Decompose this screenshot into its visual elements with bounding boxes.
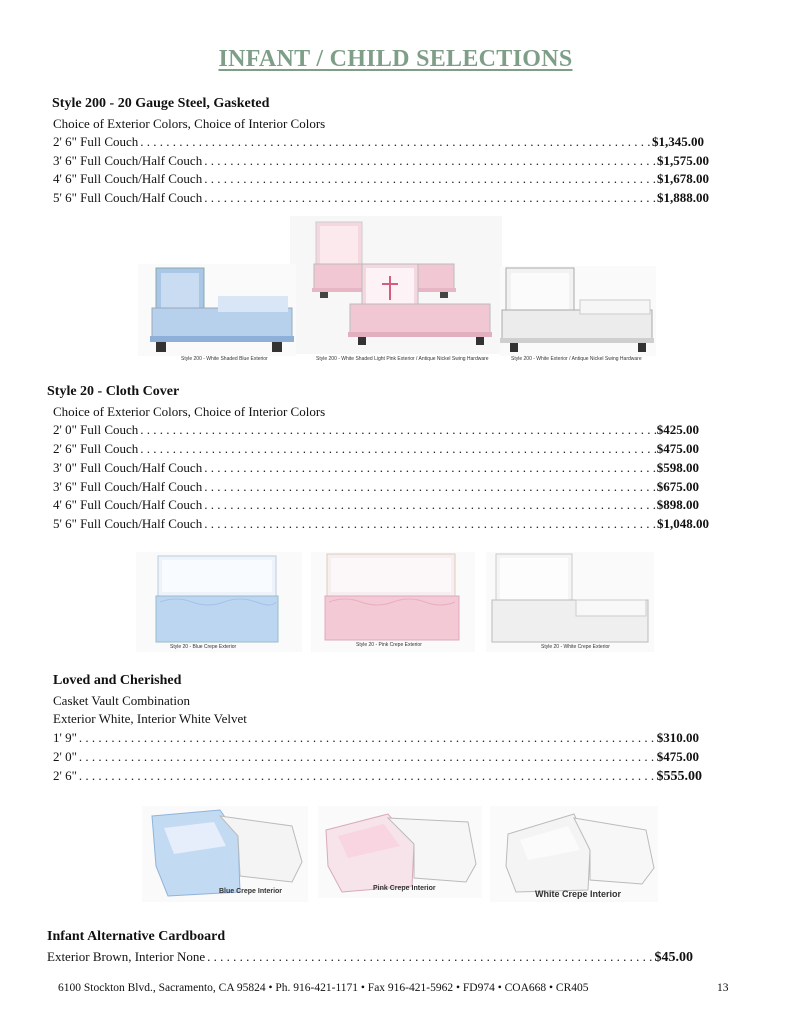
page-title: INFANT / CHILD SELECTIONS <box>218 46 573 72</box>
price: $555.00 <box>656 769 702 784</box>
leader-dots <box>202 460 657 476</box>
size-label: 1' 9" <box>53 730 77 745</box>
style200-heading: Style 200 - 20 Gauge Steel, Gasketed <box>52 96 270 111</box>
leader-dots <box>202 497 657 513</box>
price-row <box>53 153 709 170</box>
size-label: 3' 6" Full Couch/Half Couch <box>53 479 203 494</box>
price: $1,048.00 <box>657 516 709 531</box>
vault-photo-white <box>490 806 658 902</box>
casket-photo-white-crepe <box>486 552 654 652</box>
casket-photo-pink-crepe <box>311 552 475 652</box>
leader-dots <box>202 153 657 169</box>
price-row <box>53 460 699 477</box>
size-label: 5' 6" Full Couch/Half Couch <box>53 516 203 531</box>
style20-subtitle: Choice of Exterior Colors, Choice of Interior Colors <box>53 404 326 419</box>
price-row <box>53 422 699 439</box>
leader-dots <box>77 768 657 784</box>
size-label: 2' 6" Full Couch <box>53 134 139 149</box>
price: $1,678.00 <box>657 171 709 186</box>
style200-subtitle: Choice of Exterior Colors, Choice of Interior Colors <box>53 116 326 131</box>
price-row <box>53 768 702 785</box>
leader-dots <box>77 730 657 746</box>
price: $45.00 <box>654 950 693 965</box>
size-label: 5' 6" Full Couch/Half Couch <box>53 190 203 205</box>
footer-address: 6100 Stockton Blvd., Sacramento, CA 95824 • Ph. 916-421-1171 • Fax 916-421-5962 • FD974 • COA668 • CR405 <box>58 982 589 994</box>
photo-caption: Style 200 - White Shaded Blue Exterior <box>181 356 268 362</box>
photo-caption: White Crepe Interior <box>535 889 622 899</box>
leader-dots <box>138 134 652 150</box>
leader-dots <box>205 949 654 965</box>
casket-photo-pink-stacked <box>290 216 502 354</box>
loved-line-1: Casket Vault Combination <box>53 693 190 708</box>
leader-dots <box>77 749 657 765</box>
size-label: 2' 6" <box>53 768 77 783</box>
price: $898.00 <box>656 497 699 512</box>
price-row <box>53 479 699 496</box>
leader-dots <box>202 190 657 206</box>
price-row <box>53 171 709 188</box>
price: $1,345.00 <box>652 134 704 149</box>
size-label: 3' 0" Full Couch/Half Couch <box>53 460 203 475</box>
size-label: 2' 0" Full Couch <box>53 422 139 437</box>
price: $598.00 <box>656 460 699 475</box>
price-row <box>53 516 709 533</box>
photo-caption: Style 200 - White Exterior / Antique Nickel Swing Hardware <box>511 356 642 362</box>
loved-heading: Loved and Cherished <box>53 673 182 688</box>
leader-dots <box>202 171 657 187</box>
casket-photo-blue-crepe <box>136 552 302 652</box>
cardboard-heading: Infant Alternative Cardboard <box>47 929 226 944</box>
price-row <box>47 949 693 966</box>
price-row <box>53 441 699 458</box>
casket-photo-blue <box>138 264 296 356</box>
price: $475.00 <box>656 749 699 764</box>
leader-dots <box>202 479 657 495</box>
photo-caption: Style 20 - Blue Crepe Exterior <box>170 644 237 650</box>
price-row <box>53 749 699 766</box>
price: $310.00 <box>656 730 699 745</box>
price-row <box>53 497 699 514</box>
price: $1,888.00 <box>657 190 709 205</box>
photo-caption: Pink Crepe Interior <box>373 885 436 892</box>
cardboard-description: Exterior Brown, Interior None <box>47 949 206 964</box>
page-number: 13 <box>717 982 729 994</box>
leader-dots <box>138 441 656 457</box>
leader-dots <box>202 516 657 532</box>
price-row <box>53 190 709 207</box>
leader-dots <box>138 422 656 438</box>
size-label: 4' 6" Full Couch/Half Couch <box>53 497 203 512</box>
casket-photo-white <box>500 266 656 356</box>
price-row <box>53 134 704 151</box>
photo-caption: Style 20 - Pink Crepe Exterior <box>356 642 422 648</box>
photo-caption: Style 20 - White Crepe Exterior <box>541 644 610 650</box>
photo-caption: Style 200 - White Shaded Light Pink Exterior / Antique Nickel Swing Hardware <box>316 356 489 362</box>
price: $475.00 <box>656 441 699 456</box>
style20-heading: Style 20 - Cloth Cover <box>47 384 180 399</box>
loved-line-2: Exterior White, Interior White Velvet <box>53 711 247 726</box>
size-label: 2' 6" Full Couch <box>53 441 139 456</box>
price: $675.00 <box>656 479 699 494</box>
price: $425.00 <box>656 422 699 437</box>
price: $1,575.00 <box>657 153 709 168</box>
size-label: 2' 0" <box>53 749 77 764</box>
price-row <box>53 730 699 747</box>
photo-caption: Blue Crepe Interior <box>219 888 283 895</box>
size-label: 4' 6" Full Couch/Half Couch <box>53 171 203 186</box>
size-label: 3' 6" Full Couch/Half Couch <box>53 153 203 168</box>
